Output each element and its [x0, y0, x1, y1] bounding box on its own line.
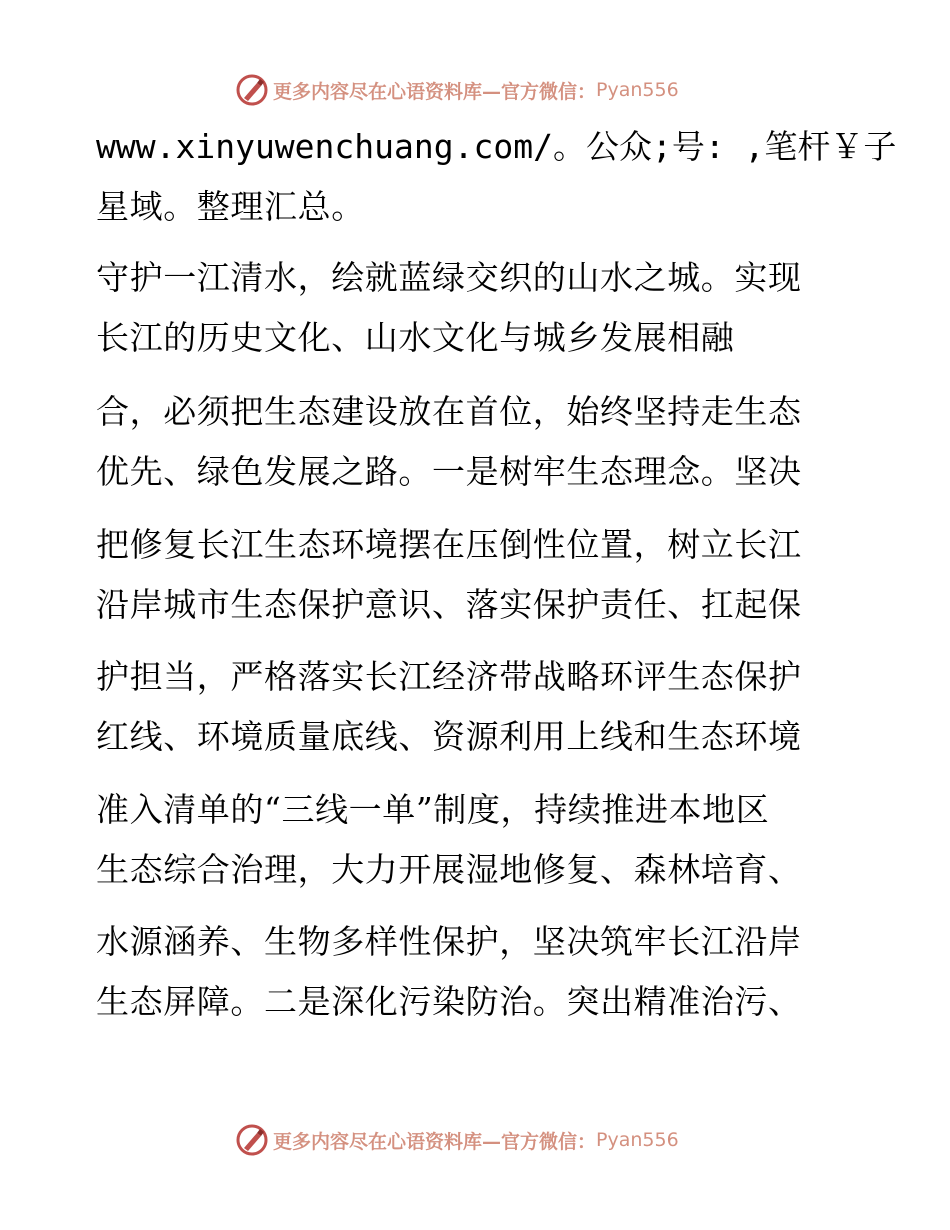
text-line: 沿岸城市生态保护意识、落实保护责任、扛起保 [96, 585, 802, 624]
text-line: 水源涵养、生物多样性保护，坚决筑牢长江沿岸 [96, 922, 802, 961]
footer-watermark [235, 1120, 715, 1160]
text-line: 长江的历史文化、山水文化与城乡发展相融 [96, 318, 735, 357]
text-line: 把修复长江生态环境摆在压倒性位置，树立长江 [96, 525, 802, 564]
text-line: 星域。整理汇总。 [96, 187, 365, 226]
watermark-id: Pyan556 [596, 1129, 679, 1151]
text-line: 红线、环境质量底线、资源利用上线和生态环境 [96, 717, 802, 756]
watermark-text: 更多内容尽在心语资料库—官方微信： [273, 80, 597, 103]
text-line: 优先、绿色发展之路。一是树牢生态理念。坚决 [96, 452, 802, 491]
text-line: 合，必须把生态建设放在首位，始终坚持走生态 [96, 392, 802, 431]
watermark-id: Pyan556 [596, 79, 679, 101]
watermark-text: 更多内容尽在心语资料库—官方微信： [273, 1130, 597, 1153]
text-line: www.xinyuwenchuang.com/。公众;号: ,笔杆￥子 [96, 127, 897, 166]
text-line: 生态综合治理，大力开展湿地修复、森林培育、 [96, 850, 802, 889]
text-line: 护担当，严格落实长江经济带战略环评生态保护 [96, 657, 802, 696]
pen-circle-logo-icon [235, 1123, 269, 1157]
text-line: 准入清单的“三线一单”制度，持续推进本地区 [96, 790, 770, 829]
text-line: 生态屏障。二是深化污染防治。突出精准治污、 [96, 982, 802, 1021]
text-line: 守护一江清水，绘就蓝绿交织的山水之城。实现 [96, 258, 802, 297]
